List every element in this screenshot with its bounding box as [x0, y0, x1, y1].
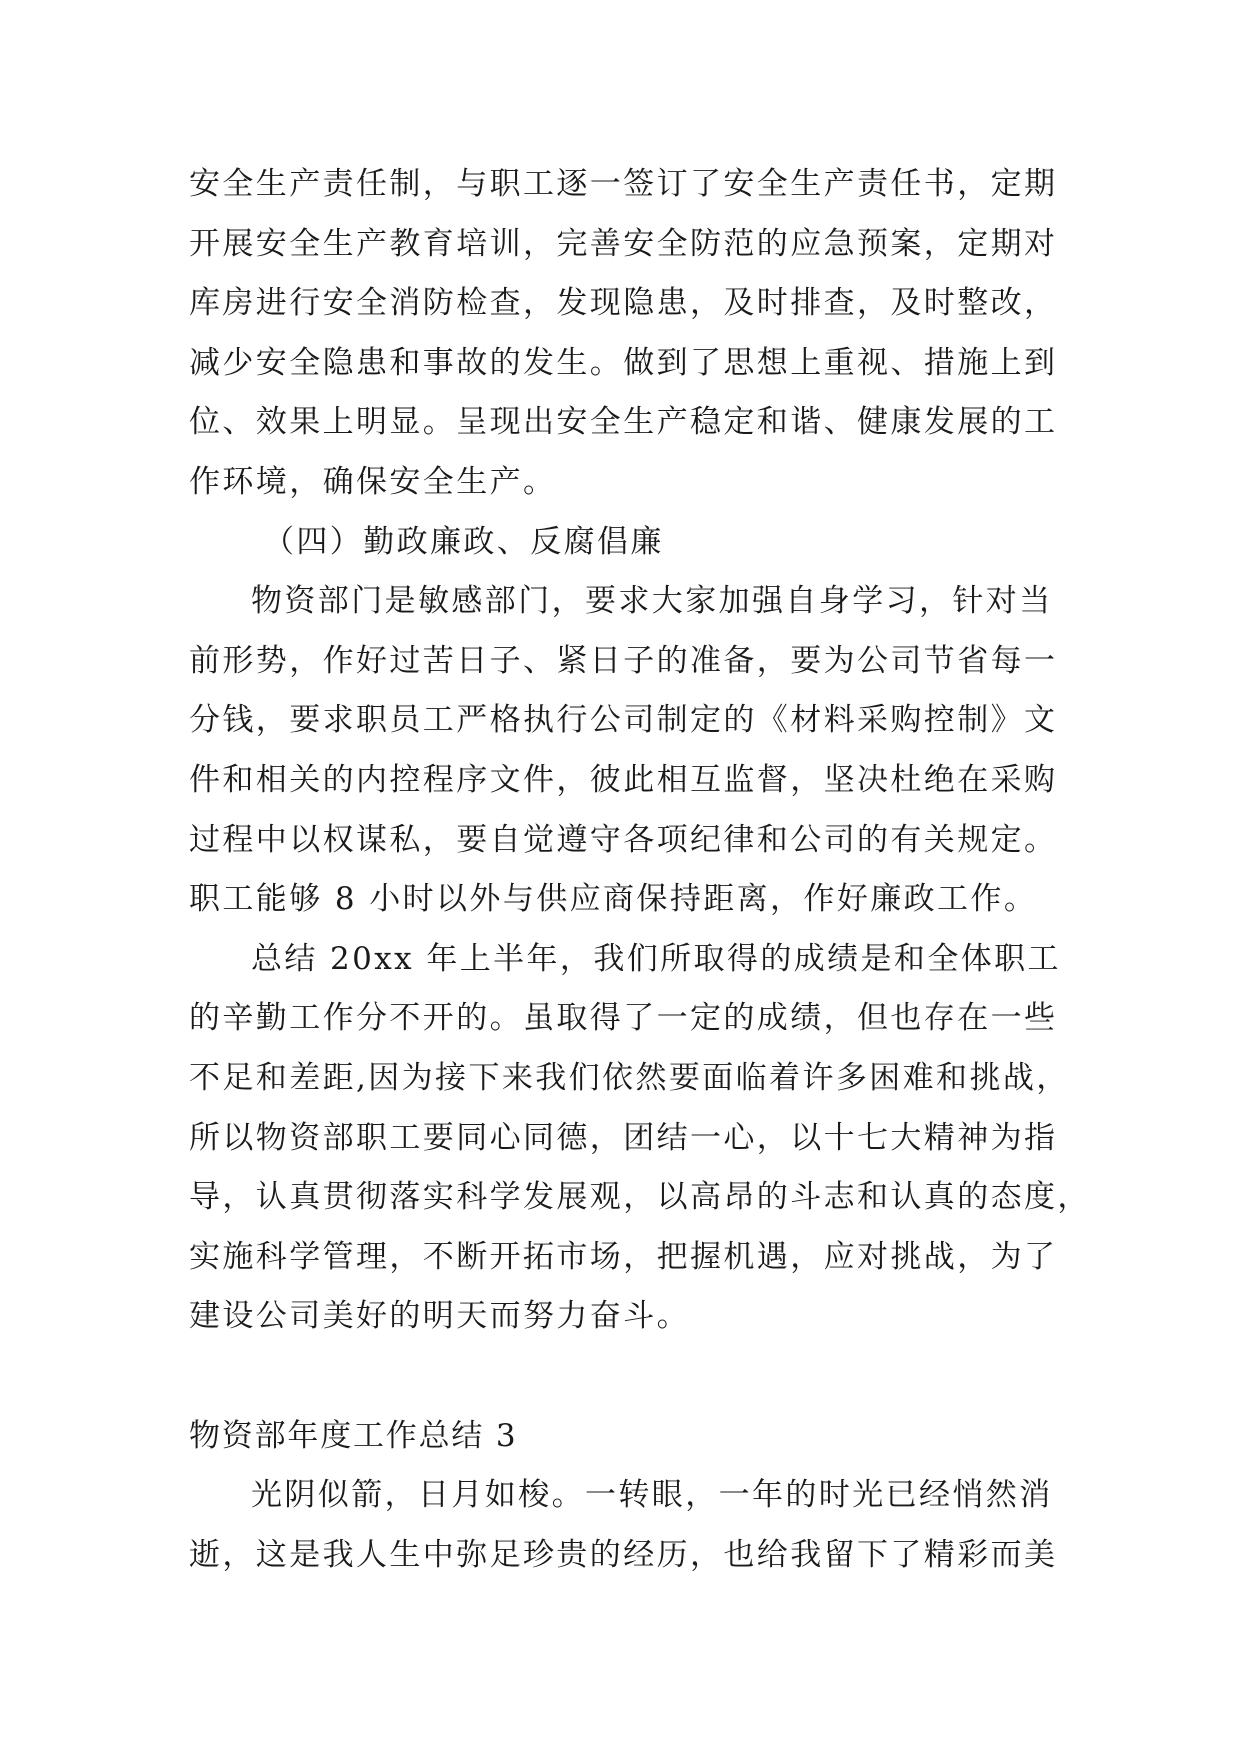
paragraph-line: 所以物资部职工要同心同德，团结一心，以十七大精神为指 [189, 1119, 1058, 1156]
paragraph-line: 实施科学管理，不断开拓市场，把握机遇，应对挑战，为了 [189, 1238, 1058, 1275]
paragraph-line: 导，认真贯彻落实科学发展观，以高昂的斗志和认真的态度， [189, 1179, 1091, 1216]
paragraph-line: 过程中以权谋私，要自觉遵守各项纪律和公司的有关规定。 [189, 821, 1058, 858]
paragraph-line: 的辛勤工作分不开的。虽取得了一定的成绩，但也存在一些 [189, 1000, 1058, 1037]
paragraph-integrity [189, 572, 1059, 930]
paragraph-line: 逝，这是我人生中弥足珍贵的经历，也给我留下了精彩而美 [189, 1537, 1058, 1574]
paragraph-line: 不足和差距,因为接下来我们依然要面临着许多困难和挑战， [189, 1059, 1070, 1096]
document-body [189, 155, 1091, 1586]
paragraph-line: 开展安全生产教育培训，完善安全防范的应急预案，定期对 [189, 225, 1058, 262]
paragraph-line: 库房进行安全消防检查，发现隐患，及时排查，及时整改， [189, 285, 1058, 322]
paragraph-line: 建设公司美好的明天而努力奋斗。 [189, 1298, 690, 1335]
paragraph-line: 减少安全隐患和事故的发生。做到了思想上重视、措施上到 [189, 344, 1058, 381]
paragraph-conclusion [189, 930, 1091, 1347]
paragraph-line: 物资部门是敏感部门，要求大家加强自身学习，针对当 [251, 583, 1053, 620]
section-title: 物资部年度工作总结 3 [189, 1417, 518, 1454]
paragraph-line: 前形势，作好过苦日子、紧日子的准备，要为公司节省每一 [189, 642, 1058, 679]
section-spacer [189, 1347, 1059, 1407]
paragraph-line: 职工能够 8 小时以外与供应商保持距离，作好廉政工作。 [189, 881, 1038, 918]
paragraph-line: 作环境，确保安全生产。 [189, 463, 557, 500]
paragraph-line: 安全生产责任制，与职工逐一签订了安全生产责任书，定期 [189, 166, 1058, 202]
paragraph-opening [189, 1466, 1059, 1585]
paragraph-line: 光阴似箭，日月如梭。一转眼，一年的时光已经悄然消 [251, 1477, 1053, 1514]
paragraph-line: 分钱，要求职员工严格执行公司制定的《材料采购控制》文 [189, 702, 1058, 739]
paragraph-safety-production [189, 155, 1059, 513]
paragraph-line: 件和相关的内控程序文件，彼此相互监督，坚决杜绝在采购 [189, 761, 1058, 798]
paragraph-line: 位、效果上明显。呈现出安全生产稳定和谐、健康发展的工 [189, 404, 1058, 441]
paragraph-line: 总结 20xx 年上半年，我们所取得的成绩是和全体职工 [251, 940, 1061, 977]
section-heading: （四）勤政廉政、反腐倡廉 [263, 523, 664, 560]
